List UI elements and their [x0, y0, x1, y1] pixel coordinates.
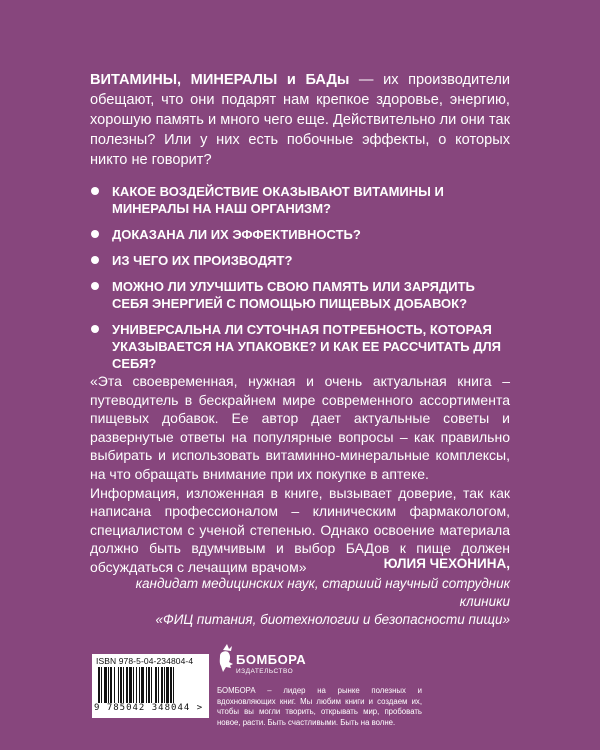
author-role: «ФИЦ питания, биотехнологии и безопасности пищи»	[155, 612, 510, 627]
intro-paragraph	[90, 70, 510, 170]
isbn-label: ISBN 978-5-04-234804-4	[96, 656, 194, 666]
author-name: ЮЛИЯ ЧЕХОНИНА,	[383, 556, 510, 571]
publisher-subtitle: ИЗДАТЕЛЬСТВО	[236, 668, 294, 675]
question-item: МОЖНО ЛИ УЛУЧШИТЬ СВОЮ ПАМЯТЬ ИЛИ ЗАРЯДИТЬ СЕБЯ ЭНЕРГИЕЙ С ПОМОЩЬЮ ПИЩЕВЫХ ДОБАВОК?	[90, 278, 510, 312]
quote-paragraph: «Эта своевременная, нужная и очень актуальная книга – путеводитель в бескрайнем мире современного ассортимента пищевых добавок. Ее автор дает актуальные советы и развернутые ответы на популярные вопросы – как правильно выбирать и использовать витаминно-минеральные комплексы, на что обращать внимание при их покупке в аптеке.	[90, 373, 510, 482]
question-list	[90, 183, 510, 381]
barcode-icon	[98, 667, 202, 703]
question-item: ДОКАЗАНА ЛИ ИХ ЭФФЕКТИВНОСТЬ?	[90, 226, 510, 243]
question-item: УНИВЕРСАЛЬНА ЛИ СУТОЧНАЯ ПОТРЕБНОСТЬ, КОТОРАЯ УКАЗЫВАЕТСЯ НА УПАКОВКЕ? И КАК ЕЕ РАССЧИТАТЬ ДЛЯ СЕБЯ?	[90, 321, 510, 372]
intro-lead: ВИТАМИНЫ, МИНЕРАЛЫ и БАДы	[90, 72, 350, 88]
publisher-name: БОМБОРА	[236, 652, 307, 667]
publisher-description: БОМБОРА – лидер на рынке полезных и вдохновляющих книг. Мы любим книги и создаем их, чтобы вы могли творить, открывать мир, пробовать новое, расти. Быть счастливыми. Быть на волне.	[217, 686, 422, 727]
isbn-barcode-box	[92, 654, 209, 718]
quote-paragraph: Информация, изложенная в книге, вызывает доверие, так как написана профессионалом – клиническим фармакологом, специалистом с ученой степенью. Однако освоение материала должно быть вдумчивым и выбор БАДов к пище должен обсуждаться с лечащим врачом»	[90, 484, 510, 575]
author-role: кандидат медицинских наук, старший научный сотрудник клиники	[135, 576, 510, 609]
question-item: ИЗ ЧЕГО ИХ ПРОИЗВОДЯТ?	[90, 252, 510, 269]
intro-text: — их производители обещают, что они подарят нам крепкое здоровье, энергию, хорошую память и много чего еще. Действительно ли они так полезны? Или у них есть побочные эффекты, о которых никто не говорит?	[90, 72, 510, 168]
question-item: КАКОЕ ВОЗДЕЙСТВИЕ ОКАЗЫВАЮТ ВИТАМИНЫ И МИНЕРАЛЫ НА НАШ ОРГАНИЗМ?	[90, 183, 510, 217]
barcode-digits: 9 785042 348044 >	[94, 703, 204, 713]
review-quote	[90, 372, 510, 577]
quote-author	[90, 555, 510, 629]
